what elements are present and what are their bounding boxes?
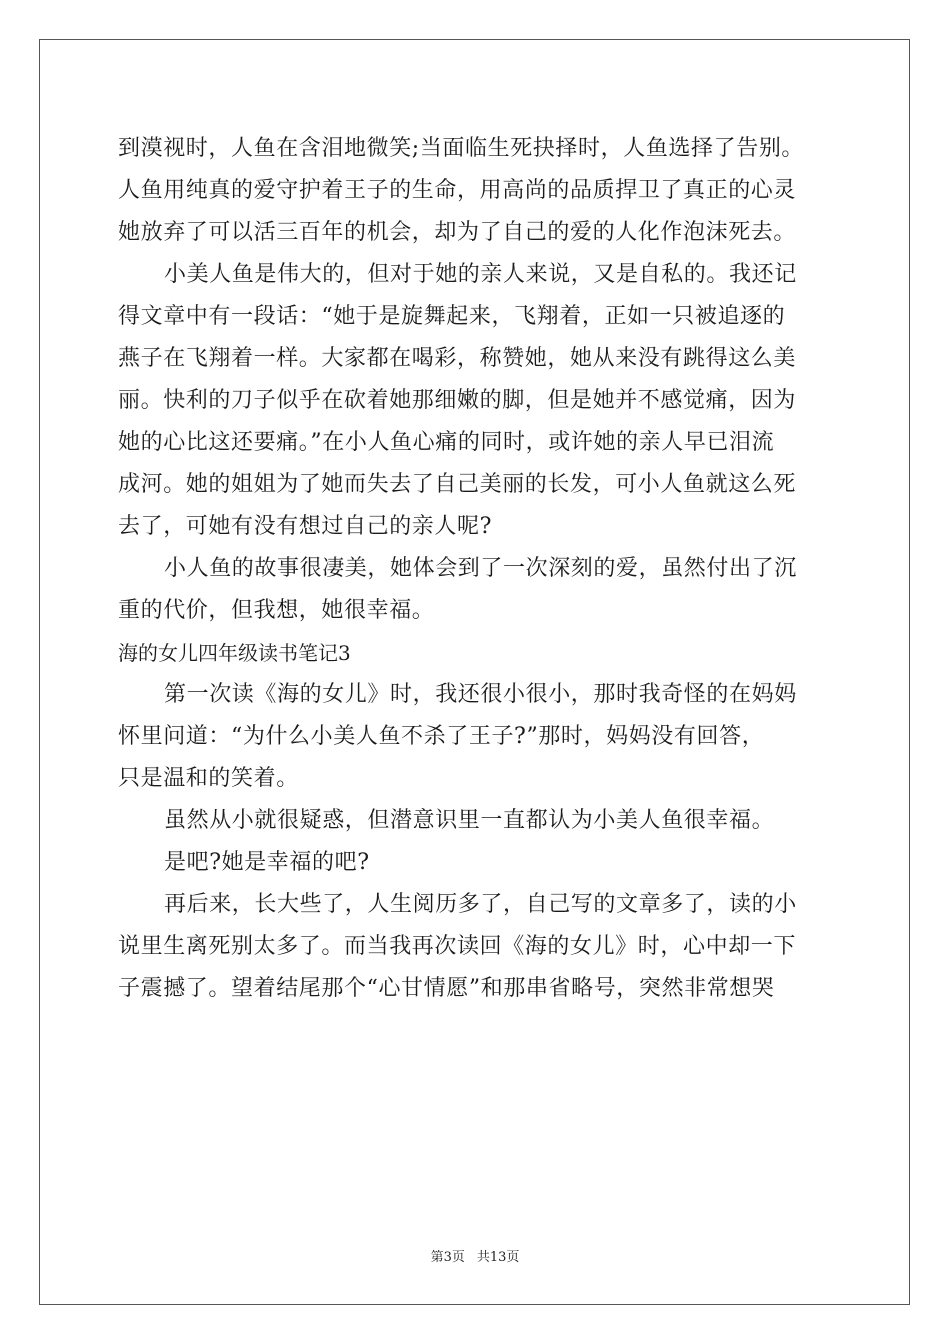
text-line: 到漠视时，人鱼在含泪地微笑;当面临生死抉择时，人鱼选择了告别。 — [118, 136, 805, 161]
paragraph-start: 小人鱼的故事很凄美，她体会到了一次深刻的爱，虽然付出了沉 — [164, 556, 797, 581]
text-line: 怀里问道：“为什么小美人鱼不杀了王子?”那时，妈妈没有回答， — [118, 724, 765, 749]
text-line: 得文章中有一段话：“她于是旋舞起来，飞翔着，正如一只被追逐的 — [118, 304, 786, 329]
paragraph-start: 小美人鱼是伟大的，但对于她的亲人来说，又是自私的。我还记 — [164, 262, 797, 287]
section-heading: 海的女儿四年级读书笔记3 — [118, 641, 351, 665]
text-line: 人鱼用纯真的爱守护着王子的生命，用高尚的品质捍卫了真正的心灵 — [118, 178, 797, 203]
page-footer — [0, 1246, 950, 1265]
text-line: 燕子在飞翔着一样。大家都在喝彩，称赞她，她从来没有跳得这么美 — [118, 346, 797, 371]
text-line: 成河。她的姐姐为了她而失去了自己美丽的长发，可小人鱼就这么死 — [118, 472, 797, 497]
text-line: 她放弃了可以活三百年的机会，却为了自己的爱的人化作泡沫死去。 — [118, 220, 797, 245]
text-line: 子震撼了。望着结尾那个“心甘情愿”和那串省略号，突然非常想哭 — [118, 976, 775, 1001]
text-line: 只是温和的笑着。 — [118, 766, 299, 791]
text-line: 去了，可她有没有想过自己的亲人呢? — [118, 514, 492, 539]
document-body — [118, 128, 838, 1010]
paragraph-start: 虽然从小就很疑惑，但潜意识里一直都认为小美人鱼很幸福。 — [164, 808, 775, 833]
page-total: 共13页 — [476, 1250, 520, 1265]
page-number: 第3页 — [430, 1250, 465, 1265]
text-line: 重的代价，但我想，她很幸福。 — [118, 598, 435, 623]
text-line: 说里生离死别太多了。而当我再次读回《海的女儿》时，心中却一下 — [118, 934, 797, 959]
paragraph-start: 再后来，长大些了，人生阅历多了，自己写的文章多了，读的小 — [164, 892, 797, 917]
text-line: 丽。快利的刀子似乎在砍着她那细嫩的脚，但是她并不感觉痛，因为 — [118, 388, 797, 413]
text-line: 她的心比这还要痛。”在小人鱼心痛的同时，或许她的亲人早已泪流 — [118, 430, 775, 455]
paragraph-start: 第一次读《海的女儿》时，我还很小很小，那时我奇怪的在妈妈 — [164, 682, 797, 707]
paragraph-start: 是吧?她是幸福的吧? — [164, 850, 370, 875]
